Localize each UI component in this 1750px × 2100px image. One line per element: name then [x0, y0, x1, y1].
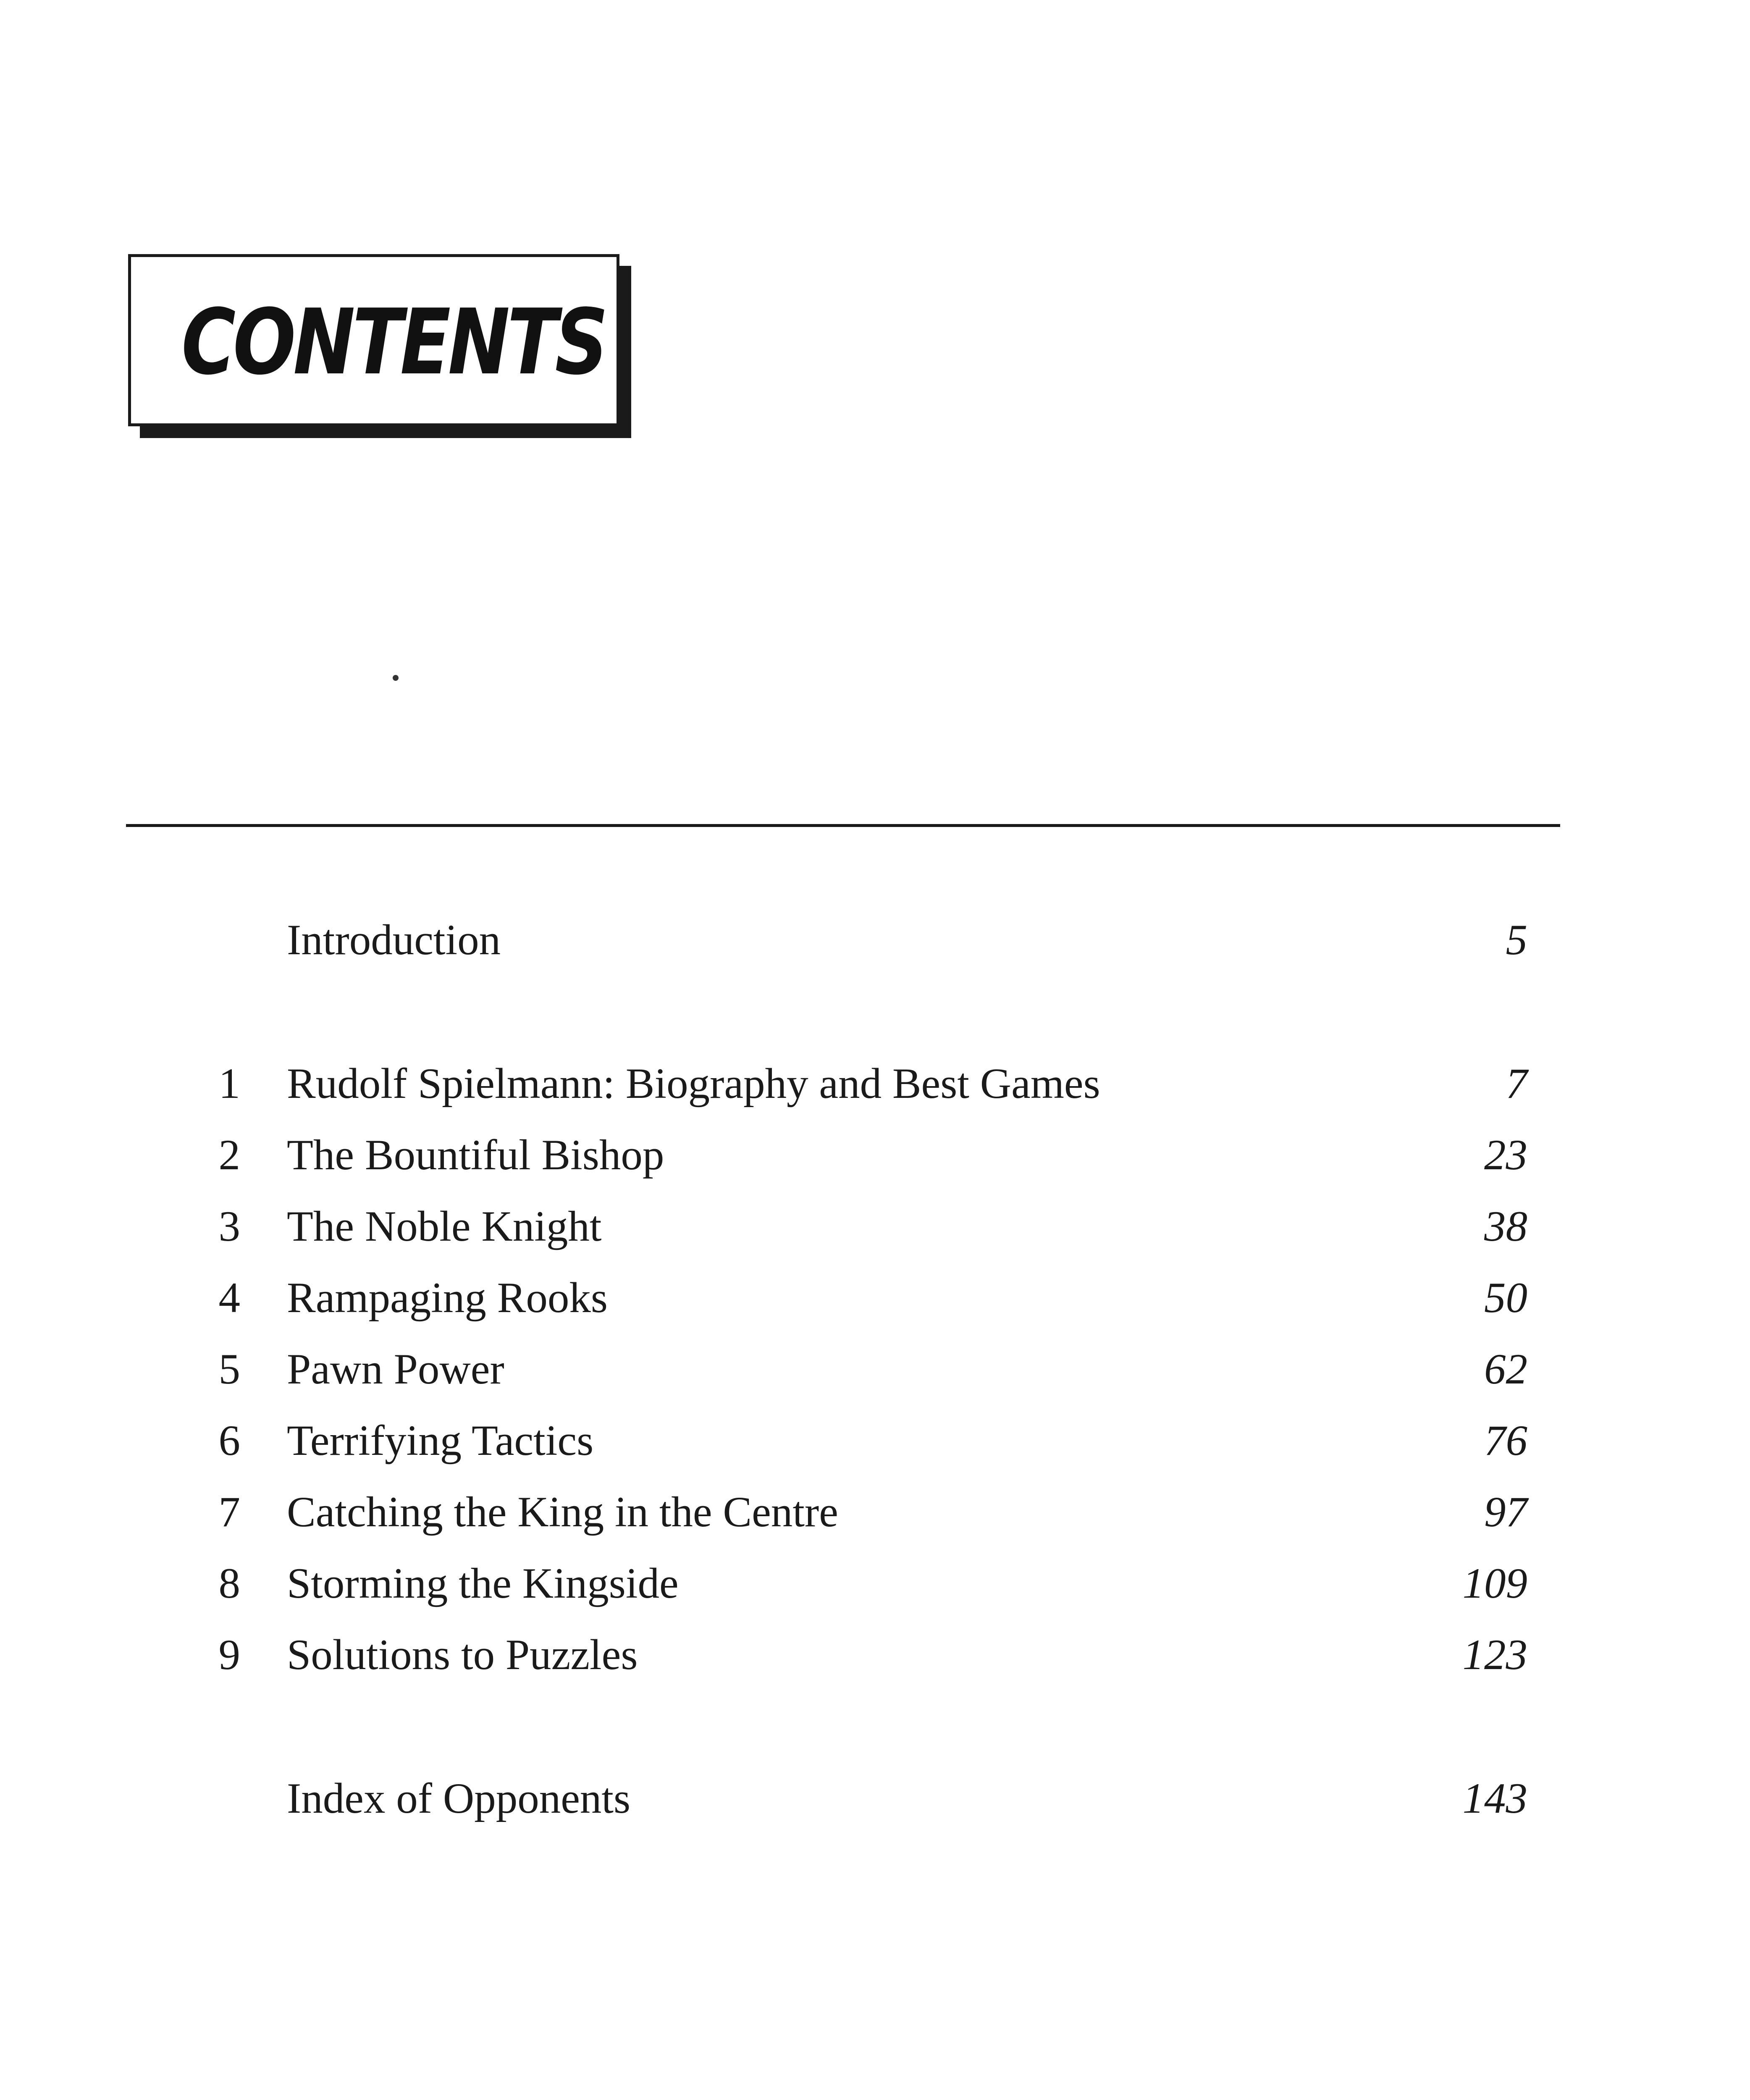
toc-entry-number: 8 — [218, 1559, 240, 1607]
toc-entry-label: The Bountiful Bishop — [287, 1131, 664, 1179]
toc-entry-label: Catching the King in the Centre — [287, 1488, 838, 1536]
toc-entry-index[interactable] — [0, 1773, 1750, 1824]
toc-entry-page: 97 — [1484, 1488, 1527, 1536]
toc-entry-label: Index of Opponents — [287, 1774, 631, 1822]
toc-entry-page: 76 — [1484, 1417, 1527, 1465]
toc-entry-page: 109 — [1462, 1559, 1527, 1607]
toc-entry-chapter-1[interactable] — [0, 1058, 1750, 1109]
toc-entry-label: Rudolf Spielmann: Biography and Best Games — [287, 1060, 1100, 1108]
toc-entry-number: 9 — [218, 1631, 240, 1679]
toc-entry-chapter-7[interactable] — [0, 1487, 1750, 1537]
toc-entry-page: 38 — [1484, 1202, 1527, 1250]
toc-entry-page: 7 — [1506, 1060, 1527, 1108]
stray-dot — [393, 675, 399, 681]
toc-entry-label: Storming the Kingside — [287, 1559, 679, 1607]
title-box — [128, 254, 619, 426]
toc-entry-chapter-9[interactable] — [0, 1630, 1750, 1680]
toc-entry-number: 7 — [218, 1488, 240, 1536]
toc-entry-number: 6 — [218, 1417, 240, 1465]
toc-entry-chapter-6[interactable] — [0, 1415, 1750, 1466]
toc-entry-page: 50 — [1484, 1274, 1527, 1322]
toc-entry-chapter-8[interactable] — [0, 1558, 1750, 1609]
toc-entry-number: 4 — [218, 1274, 240, 1322]
toc-entry-number: 3 — [218, 1202, 240, 1250]
toc-entry-label: The Noble Knight — [287, 1202, 602, 1250]
horizontal-rule — [126, 824, 1560, 827]
toc-entry-page: 143 — [1462, 1774, 1527, 1822]
toc-entry-chapter-2[interactable] — [0, 1130, 1750, 1180]
toc-entry-number: 2 — [218, 1131, 240, 1179]
toc-entry-page: 62 — [1484, 1345, 1527, 1393]
toc-entry-chapter-3[interactable] — [0, 1201, 1750, 1252]
toc-entry-page: 5 — [1506, 916, 1527, 964]
toc-entry-label: Terrifying Tactics — [287, 1417, 594, 1465]
toc-entry-label: Rampaging Rooks — [287, 1274, 608, 1322]
toc-entry-label: Pawn Power — [287, 1345, 504, 1393]
toc-entry-label: Solutions to Puzzles — [287, 1631, 638, 1679]
toc-entry-chapter-4[interactable] — [0, 1273, 1750, 1323]
toc-entry-page: 23 — [1484, 1131, 1527, 1179]
toc-entry-introduction[interactable] — [0, 915, 1750, 965]
toc-entry-number: 5 — [218, 1345, 240, 1393]
page-title: CONTENTS — [181, 289, 606, 395]
toc-entry-label: Introduction — [287, 916, 501, 964]
toc-entry-page: 123 — [1462, 1631, 1527, 1679]
toc-entry-number: 1 — [218, 1060, 240, 1108]
toc-entry-chapter-5[interactable] — [0, 1344, 1750, 1394]
